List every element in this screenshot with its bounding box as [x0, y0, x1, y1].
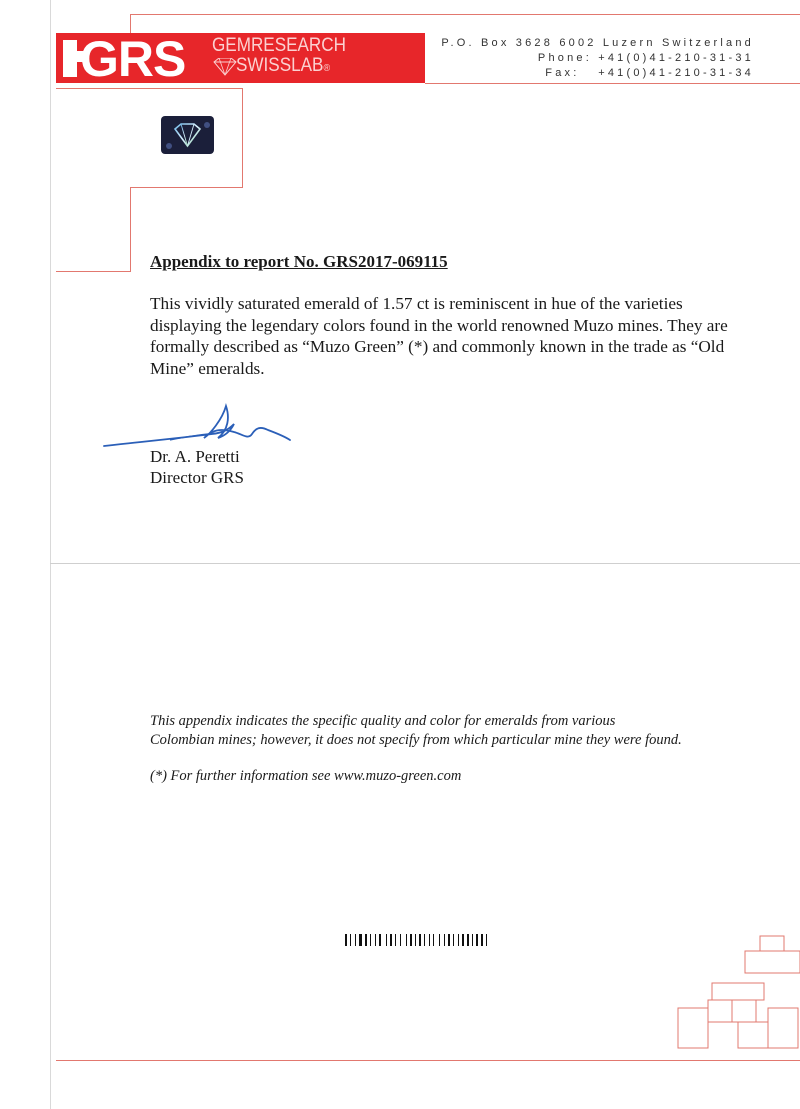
- frame-rule-c: [130, 187, 243, 188]
- logo-diamond-icon: [212, 58, 238, 76]
- grs-outline-emblem: [672, 930, 800, 1055]
- barcode-bar: [357, 934, 358, 946]
- appendix-body: This vividly saturated emerald of 1.57 ct is reminiscent in hue of the varieties displaying the legendary colors found in the world renowned Muzo mines. They are formally described as “Muzo Green” (*) and commonly known in the trade as “Old Mine” emeralds.: [150, 294, 728, 378]
- barcode-bar: [359, 934, 362, 946]
- barcode-bar: [393, 934, 394, 946]
- barcode-bar: [460, 934, 461, 946]
- signature-image: [100, 400, 300, 452]
- barcode-bar: [431, 934, 432, 946]
- bottom-rule: [56, 1060, 800, 1061]
- barcode-bar: [472, 934, 473, 946]
- barcode-bar: [481, 934, 483, 946]
- barcode-bar: [467, 934, 469, 946]
- barcode-bar: [355, 934, 356, 946]
- signatory-title: Director GRS: [150, 468, 244, 487]
- barcode-bar: [433, 934, 434, 946]
- barcode-bar: [408, 934, 409, 946]
- left-margin-line: [50, 0, 51, 1109]
- barcode-bar: [406, 934, 407, 946]
- barcode-bar: [435, 934, 438, 946]
- barcode-bar: [377, 934, 378, 946]
- header-underline: [425, 83, 800, 84]
- barcode-bar: [462, 934, 464, 946]
- barcode-bar: [388, 934, 389, 946]
- barcode-bar: [390, 934, 392, 946]
- disclaimer-line-1: This appendix indicates the specific quality and color for emeralds from various: [150, 713, 616, 729]
- address-line-1: P.O. Box 3628 6002 Luzern Switzerland: [441, 37, 754, 49]
- barcode-bar: [448, 934, 450, 946]
- barcode-bar: [397, 934, 399, 946]
- barcode-bar: [470, 934, 471, 946]
- barcode-bar: [345, 934, 347, 946]
- barcode-bar: [422, 934, 423, 946]
- barcode-bar: [465, 934, 466, 946]
- barcode-bar: [386, 934, 387, 946]
- logo-line1: GEMRESEARCH: [212, 35, 346, 56]
- barcode-bar: [474, 934, 475, 946]
- barcode-bar: [372, 934, 374, 946]
- barcode-bar: [488, 934, 490, 946]
- barcode-bar: [441, 934, 443, 946]
- address-phone: Phone: +41(0)41-210-31-31: [537, 52, 754, 64]
- appendix-title: Appendix to report No. GRS2017-069115: [150, 252, 448, 271]
- frame-rule-d: [130, 187, 131, 272]
- barcode-bar: [400, 934, 401, 946]
- barcode-bar: [368, 934, 369, 946]
- barcode-bar: [486, 934, 487, 946]
- signatory: [150, 446, 244, 488]
- barcode-bar: [446, 934, 447, 946]
- barcode-bar: [375, 934, 376, 946]
- footnote: (*) For further information see www.muzo-green.com: [150, 768, 462, 784]
- barcode-bar: [458, 934, 459, 946]
- barcode-bar: [451, 934, 452, 946]
- barcode-bar: [348, 934, 349, 946]
- barcode-bar: [382, 934, 385, 946]
- barcode-bar: [379, 934, 381, 946]
- barcode-bar: [363, 934, 364, 946]
- frame-rule-b: [242, 88, 243, 187]
- frame-rule-a: [56, 88, 242, 89]
- logo-brand: GRS: [80, 31, 186, 87]
- barcode-bar: [395, 934, 396, 946]
- barcode-bar: [402, 934, 405, 946]
- barcode-bar: [453, 934, 454, 946]
- disclaimer-line-2: Colombian mines; however, it does not specify from which particular mine they were found.: [150, 732, 682, 748]
- barcode-bar: [410, 934, 412, 946]
- frame-rule-e: [56, 271, 131, 272]
- barcode-bar: [444, 934, 445, 946]
- barcode: [345, 934, 490, 946]
- barcode-bar: [415, 934, 416, 946]
- barcode-bar: [455, 934, 457, 946]
- barcode-bar: [365, 934, 367, 946]
- barcode-bar: [426, 934, 428, 946]
- barcode-bar: [352, 934, 354, 946]
- address-fax: Fax: +41(0)41-210-31-34: [545, 67, 754, 79]
- barcode-bar: [370, 934, 371, 946]
- barcode-bar: [479, 934, 480, 946]
- barcode-bar: [476, 934, 478, 946]
- barcode-bar: [417, 934, 418, 946]
- barcode-bar: [424, 934, 425, 946]
- barcode-bar: [439, 934, 440, 946]
- barcode-bar: [429, 934, 430, 946]
- signatory-name: Dr. A. Peretti: [150, 447, 240, 466]
- barcode-bar: [350, 934, 351, 946]
- top-rule: [130, 14, 800, 15]
- logo-line2: SWISSLAB®: [236, 55, 331, 76]
- fold-line: [50, 563, 800, 564]
- barcode-bar: [413, 934, 414, 946]
- diamond-icon: [161, 116, 214, 154]
- hologram-seal: [161, 116, 214, 154]
- barcode-bar: [419, 934, 421, 946]
- barcode-bar: [484, 934, 485, 946]
